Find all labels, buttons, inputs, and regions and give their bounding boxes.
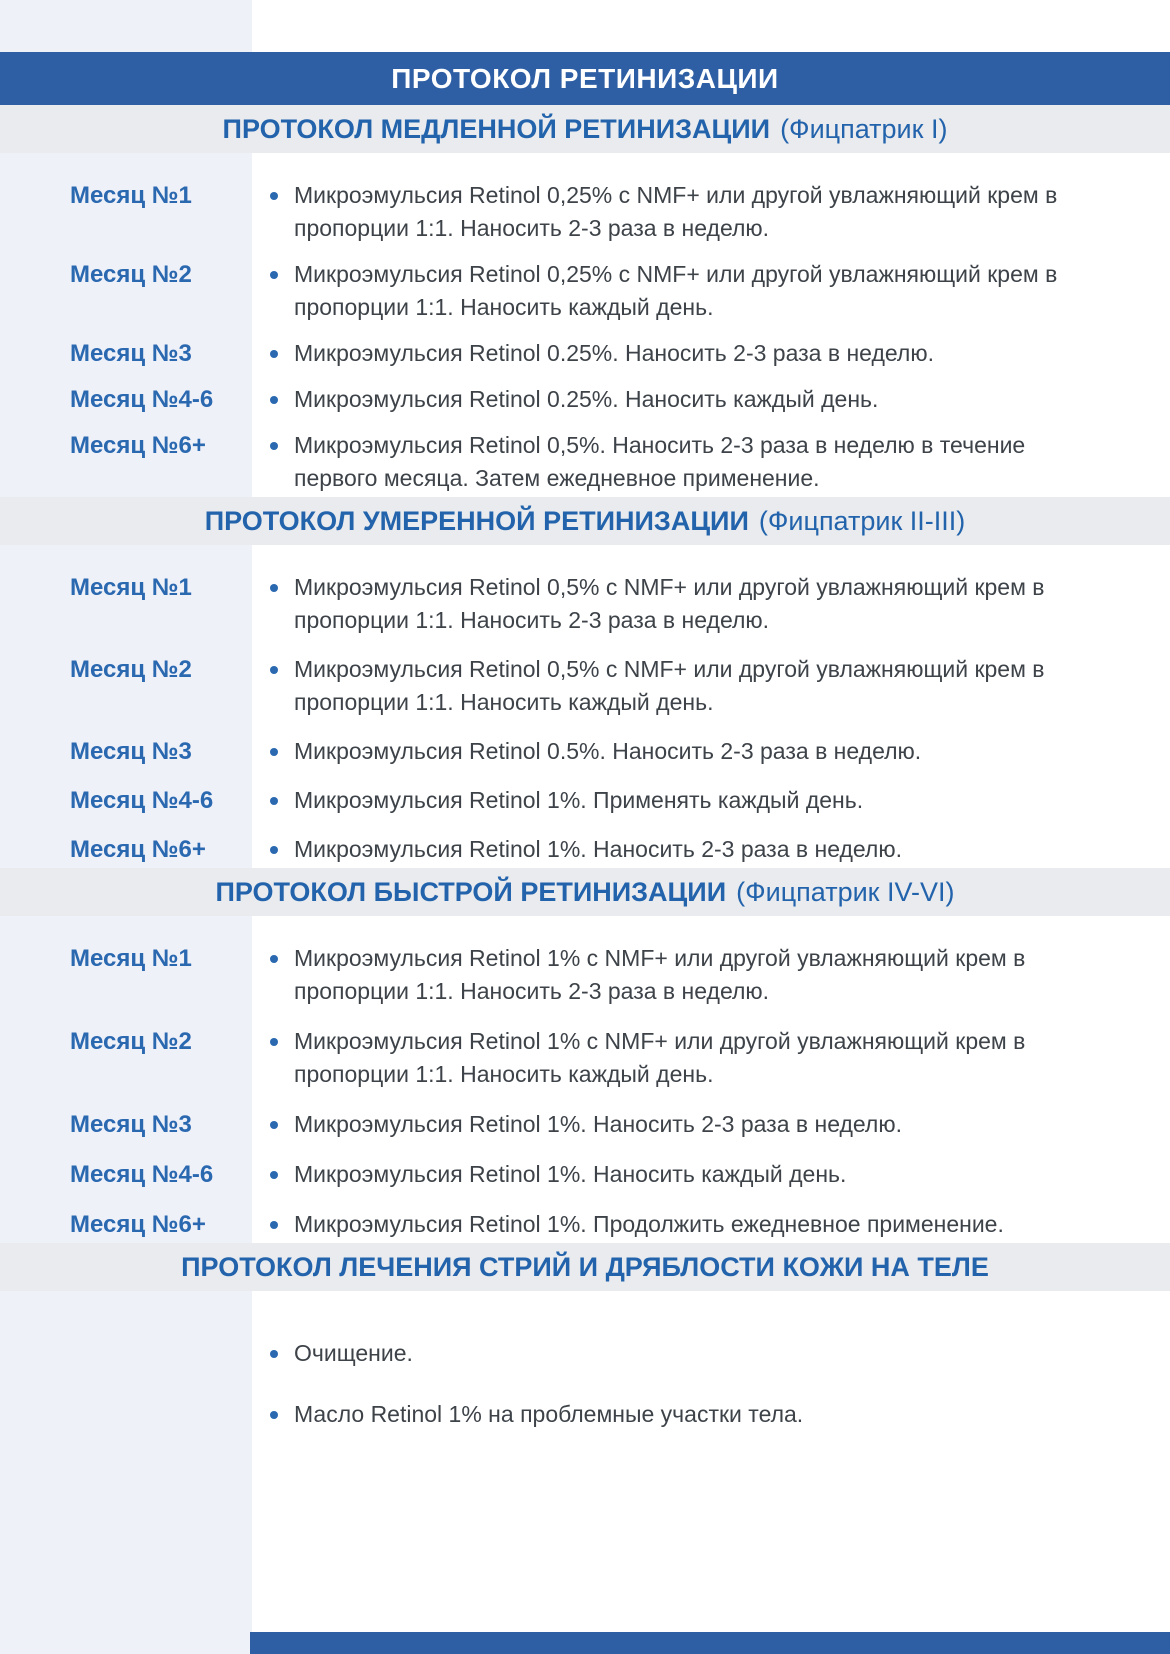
- bullet-item: [252, 1108, 1106, 1141]
- protocol-row: [0, 1108, 1170, 1141]
- section-heading-band: [0, 868, 1170, 916]
- month-label: Месяц №1: [70, 574, 192, 601]
- bullet-dot-icon: [270, 666, 278, 674]
- protocol-row: [0, 429, 1170, 495]
- bullet-dot-icon: [270, 1350, 278, 1358]
- bullet-item: [252, 1158, 1106, 1191]
- bullet-text: Микроэмульсия Retinol 0.25%. Наносить каждый день.: [294, 386, 879, 412]
- section-heading-band: [0, 105, 1170, 153]
- bullet-dot-icon: [270, 1171, 278, 1179]
- bullet-dot-icon: [270, 271, 278, 279]
- bullet-text: Микроэмульсия Retinol 0,25% с NMF+ или другой увлажняющий крем в пропорции 1:1. Наносить каждый день.: [294, 261, 1058, 320]
- month-label: Месяц №6+: [70, 432, 206, 459]
- bullet-dot-icon: [270, 1411, 278, 1419]
- protocol-row: [0, 179, 1170, 245]
- protocol-row: [0, 784, 1170, 817]
- bullet-item: [252, 1398, 1106, 1431]
- bullet-text: Микроэмульсия Retinol 1%. Наносить 2-3 раза в неделю.: [294, 836, 902, 862]
- section-subtitle: (Фицпатрик IV-VI): [736, 876, 955, 907]
- bullet-dot-icon: [270, 1121, 278, 1129]
- bullet-item: [252, 735, 1106, 768]
- bullet-text: Микроэмульсия Retinol 1% с NMF+ или другой увлажняющий крем в пропорции 1:1. Наносить 2-3 раза в неделю.: [294, 945, 1026, 1004]
- protocol-row: [0, 1398, 1170, 1431]
- month-label: Месяц №3: [70, 738, 192, 765]
- section-heading-band: [0, 497, 1170, 545]
- bullet-dot-icon: [270, 1038, 278, 1046]
- protocol-row: [0, 1025, 1170, 1091]
- bullet-dot-icon: [270, 797, 278, 805]
- section-title: ПРОТОКОЛ УМЕРЕННОЙ РЕТИНИЗАЦИИ: [204, 505, 749, 536]
- month-label: Месяц №4-6: [70, 787, 214, 814]
- protocol-row: [0, 383, 1170, 416]
- bullet-item: [252, 833, 1106, 866]
- bullet-item: [252, 337, 1106, 370]
- bullet-item: [252, 179, 1106, 245]
- bullet-dot-icon: [270, 192, 278, 200]
- protocol-row: [0, 1208, 1170, 1241]
- bullet-item: [252, 653, 1106, 719]
- bullet-dot-icon: [270, 396, 278, 404]
- month-label: Месяц №2: [70, 656, 192, 683]
- bullet-text: Масло Retinol 1% на проблемные участки тела.: [294, 1401, 804, 1427]
- protocol-row: [0, 735, 1170, 768]
- bullet-item: [252, 1208, 1106, 1241]
- bullet-text: Микроэмульсия Retinol 0,5% с NMF+ или другой увлажняющий крем в пропорции 1:1. Наносить каждый день.: [294, 656, 1045, 715]
- bullet-dot-icon: [270, 846, 278, 854]
- bullet-item: [252, 784, 1106, 817]
- bullet-dot-icon: [270, 442, 278, 450]
- protocol-row: [0, 337, 1170, 370]
- month-label: Месяц №3: [70, 340, 192, 367]
- month-label: Месяц №1: [70, 945, 192, 972]
- bullet-dot-icon: [270, 955, 278, 963]
- protocol-row: [0, 653, 1170, 719]
- bullet-item: [252, 429, 1106, 495]
- month-label: Месяц №2: [70, 261, 192, 288]
- bullet-text: Микроэмульсия Retinol 1%. Продолжить ежедневное применение.: [294, 1211, 1004, 1237]
- protocol-row: [0, 1158, 1170, 1191]
- bullet-dot-icon: [270, 584, 278, 592]
- bullet-item: [252, 1025, 1106, 1091]
- section-rows: [0, 916, 1170, 1243]
- protocol-row: [0, 258, 1170, 324]
- month-label: Месяц №4-6: [70, 386, 214, 413]
- bullet-dot-icon: [270, 748, 278, 756]
- protocol-row: [0, 942, 1170, 1008]
- bullet-text: Очищение.: [294, 1340, 413, 1366]
- page-title: ПРОТОКОЛ РЕТИНИЗАЦИИ: [391, 62, 779, 94]
- section-subtitle: (Фицпатрик II-III): [758, 505, 966, 536]
- bullet-dot-icon: [270, 350, 278, 358]
- month-label: Месяц №4-6: [70, 1161, 214, 1188]
- section-title: ПРОТОКОЛ БЫСТРОЙ РЕТИНИЗАЦИИ: [215, 876, 727, 907]
- section-rows: [0, 1291, 1170, 1459]
- month-label: Месяц №6+: [70, 836, 206, 863]
- bullet-item: [252, 383, 1106, 416]
- bullet-text: Микроэмульсия Retinol 0,5% с NMF+ или другой увлажняющий крем в пропорции 1:1. Наносить 2-3 раза в неделю.: [294, 574, 1045, 633]
- bullet-text: Микроэмульсия Retinol 0,5%. Наносить 2-3 раза в неделю в течение первого месяца. Затем ежедневное применение.: [294, 432, 1026, 491]
- section-rows: [0, 545, 1170, 868]
- footer-bar: [250, 1632, 1170, 1654]
- month-label: Месяц №3: [70, 1111, 192, 1138]
- bullet-item: [252, 258, 1106, 324]
- bullet-dot-icon: [270, 1221, 278, 1229]
- bullet-text: Микроэмульсия Retinol 0.25%. Наносить 2-3 раза в неделю.: [294, 340, 934, 366]
- protocol-row: [0, 833, 1170, 866]
- month-label: Месяц №6+: [70, 1211, 206, 1238]
- section-rows: [0, 153, 1170, 497]
- bullet-item: [252, 1337, 1106, 1370]
- bullet-text: Микроэмульсия Retinol 1%. Применять каждый день.: [294, 787, 864, 813]
- bullet-text: Микроэмульсия Retinol 0,25% с NMF+ или другой увлажняющий крем в пропорции 1:1. Наносить 2-3 раза в неделю.: [294, 182, 1058, 241]
- section-title: ПРОТОКОЛ ЛЕЧЕНИЯ СТРИЙ И ДРЯБЛОСТИ КОЖИ НА ТЕЛЕ: [181, 1251, 989, 1282]
- bullet-text: Микроэмульсия Retinol 1%. Наносить 2-3 раза в неделю.: [294, 1111, 902, 1137]
- page-title-bar: [0, 52, 1170, 105]
- bullet-text: Микроэмульсия Retinol 0.5%. Наносить 2-3 раза в неделю.: [294, 738, 922, 764]
- section-title: ПРОТОКОЛ МЕДЛЕННОЙ РЕТИНИЗАЦИИ: [222, 113, 771, 144]
- bullet-item: [252, 571, 1106, 637]
- bullet-text: Микроэмульсия Retinol 1%. Наносить каждый день.: [294, 1161, 847, 1187]
- protocol-row: [0, 571, 1170, 637]
- top-spacer: [0, 0, 1170, 52]
- bullet-text: Микроэмульсия Retinol 1% с NMF+ или другой увлажняющий крем в пропорции 1:1. Наносить каждый день.: [294, 1028, 1026, 1087]
- bullet-item: [252, 942, 1106, 1008]
- month-label: Месяц №2: [70, 1028, 192, 1055]
- section-subtitle: (Фицпатрик I): [780, 113, 948, 144]
- protocol-row: [0, 1337, 1170, 1370]
- section-heading-band: [0, 1243, 1170, 1291]
- month-label: Месяц №1: [70, 182, 192, 209]
